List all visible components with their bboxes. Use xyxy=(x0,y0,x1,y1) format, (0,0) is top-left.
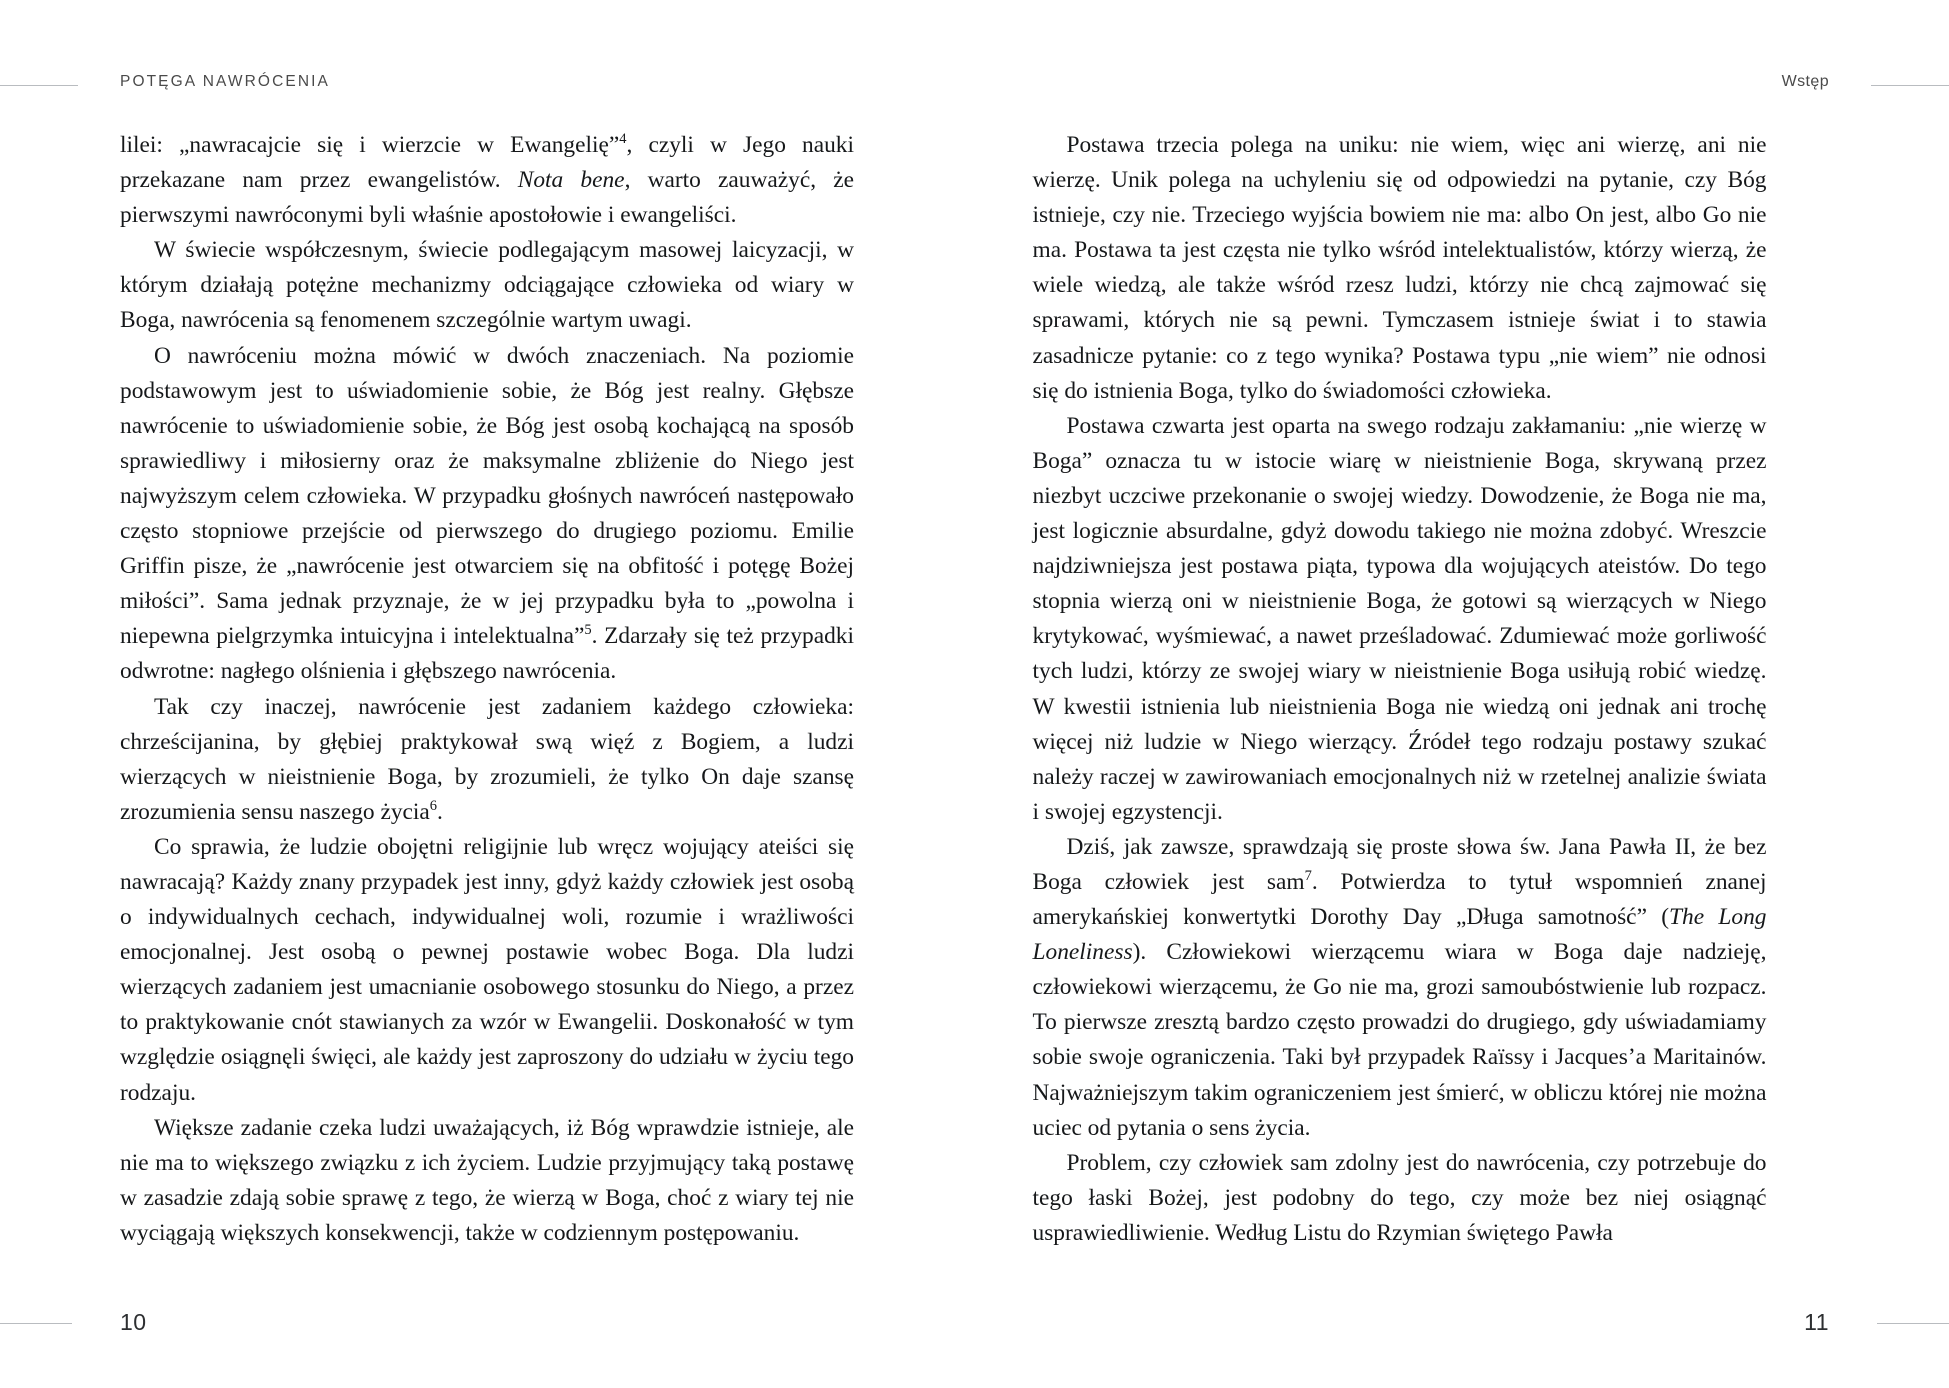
folio-rule-left xyxy=(0,1323,72,1324)
running-head-rule-left xyxy=(0,85,78,86)
page-number-right: 11 xyxy=(1804,1309,1829,1335)
body-text-left xyxy=(120,128,854,1251)
footnote-marker-5: 5 xyxy=(584,622,592,639)
running-head-rule-right xyxy=(1871,85,1949,86)
running-head-right: Wstęp xyxy=(1781,73,1829,90)
latin-phrase: Nota bene xyxy=(517,167,625,194)
paragraph: Tak czy inaczej, nawrócenie jest zadaniem każdego człowieka: chrześcijanina, by głębiej praktykował swą więź z Bogiem, a ludzi wierzących w nieistnienie Boga, by zrozumieli, że tylko On daje szansę zrozumienia sensu naszego życia$^6$. xyxy=(120,693,854,825)
paragraph: Problem, czy człowiek sam zdolny jest do nawrócenia, czy potrzebuje do tego łaski Bożej, jest podobny do tego, czy może bez niej osiągnąć usprawiedliwienie. Według Listu do Rzymian świętego Pawła xyxy=(1032,1149,1767,1246)
folio-rule-right xyxy=(1877,1323,1949,1324)
paragraph: Postawa trzecia polega na uniku: nie wiem, więc ani wierzę, ani nie wierzę. Unik polega na uchyleniu się od odpowiedzi na pytanie, czy Bóg istnieje, czy nie. Trzeciego wyjścia bowiem nie ma: albo On jest, albo Go nie ma. Postawa ta jest częsta nie tylko wśród intelektualistów, którzy wierzą, że wiele wiedzą, ale także wśród rzesz ludzi, którzy nie chcą zajmować się sprawami, których nie są pewni. Tymczasem istnieje świat i to stawia zasadnicze pytanie: co z tego wynika? Postawa typu „nie wiem” nie odnosi się do istnienia Boga, tylko do świadomości człowieka. xyxy=(1032,132,1767,404)
paragraph: Dziś, jak zawsze, sprawdzają się proste słowa św. Jana Pawła II, że bez Boga człowiek jest sam$^7$. Potwierdza to tytuł wspomnień znanej amerykańskiej konwertytki Dorothy Day „Długa samotność” (The Long Loneliness). Człowiekowi wierzącemu wiara w Boga daje nadzieję, człowiekowi wierzącemu, że Go nie ma, grozi samoubóstwienie lub rozpacz. To pierwsze zresztą bardzo często prowadzi do drugiego, gdy uświadamiamy sobie swoje ograniczenia. Taki był przypadek Raïssy i Jacques’a Maritainów. Najważniejszym takim ograniczeniem jest śmierć, w obliczu której nie można uciec od pytania o sens życia. xyxy=(1032,833,1767,1141)
paragraph: W świecie współczesnym, świecie podlegającym masowej laicyzacji, w którym działają potężne mechanizmy odciągające człowieka od wiary w Boga, nawrócenia są fenomenem szczególnie wartym uwagi. xyxy=(120,237,854,334)
paragraph: Większe zadanie czeka ludzi uważających, iż Bóg wprawdzie istnieje, ale nie ma to większego związku z ich życiem. Ludzie przyjmujący taką postawę w zasadzie zdają sobie sprawę z tego, że wierzą w Boga, choć z wiary tej nie wyciągają większych konsekwencji, także w codziennym postępowaniu. xyxy=(120,1114,854,1246)
paragraph: Postawa czwarta jest oparta na swego rodzaju zakłamaniu: „nie wierzę w Boga” oznacza tu w istocie wiarę w nieistnienie Boga, skrywaną przez niezbyt uczciwe przekonanie o swojej wiedzy. Dowodzenie, że Boga nie ma, jest logicznie absurdalne, gdyż dowodu takiego nie można zdobyć. Wreszcie najdziwniejsza jest postawa piąta, typowa dla wojujących ateistów. Do tego stopnia wierzą oni w nieistnienie Boga, że gotowi są wierzących w Niego krytykować, wyśmiewać, a nawet prześladować. Zdumiewać może gorliwość tych ludzi, którzy ze swojej wiary w nieistnienie Boga usiłują robić wiedzę. W kwestii istnienia lub nieistnienia Boga nie wiedzą oni jednak ani trochę więcej niż ludzie w Niego wierzący. Źródeł tego rodzaju postawy szukać należy raczej w zawirowaniach emocjonalnych niż w rzetelnej analizie świata i swojej egzystencji. xyxy=(1032,412,1767,825)
running-head-left: POTĘGA NAWRÓCENIA xyxy=(120,73,330,90)
paragraph: lilei: „nawracajcie się i wierzcie w Ewangelię”$^4$, czyli w Jego nauki przekazane nam przez ewangelistów. Nota bene, warto zauważyć, że pierwszymi nawróconymi byli właśnie apostołowie i ewangeliści. xyxy=(120,131,855,229)
page-right xyxy=(975,0,1949,1388)
paragraph: O nawróceniu można mówić w dwóch znaczeniach. Na poziomie podstawowym jest to uświadomienie sobie, że Bóg jest realny. Głębsze nawrócenie to uświadomienie sobie, że Bóg jest osobą kochającą na sposób sprawiedliwy i miłosierny oraz że maksymalne zbliżenie do Niego jest najwyższym celem człowieka. W przypadku głośnych nawróceń następowało często stopniowe przejście od pierwszego do drugiego poziomu. Emilie Griffin pisze, że „nawrócenie jest otwarciem się na obfitość i potęgę Bożej miłości”. Sama jednak przyznaje, że w jej przypadku była to „powolna i niepewna pielgrzymka intuicyjna i intelektualna”$^5$. Zdarzały się też przypadki odwrotne: nagłego olśnienia i głębszego nawrócenia. xyxy=(120,342,854,685)
footnote-marker-6: 6 xyxy=(429,797,438,814)
page-number-left: 10 xyxy=(120,1309,147,1335)
paragraph: Co sprawia, że ludzie obojętni religijnie lub wręcz wojujący ateiści się nawracają? Każdy znany przypadek jest inny, gdyż każdy człowiek jest osobą o indywidualnych cechach, indywidualnej woli, rozumie i wrażliwości emocjonalnej. Jest osobą o pewnej postawie wobec Boga. Dla ludzi wierzących zadaniem jest umacnianie osobowego stosunku do Niego, a przez to praktykowanie cnót stawianych za wzór w Ewangelii. Doskonałość w tym względzie osiągnęli święci, ale każdy jest zaproszony do udziału w życiu tego rodzaju. xyxy=(120,833,854,1106)
footnote-marker-4: 4 xyxy=(619,131,627,148)
footnote-marker-7: 7 xyxy=(1304,868,1312,885)
body-text-right xyxy=(1033,128,1767,1251)
book-title-italic: The Long Loneliness xyxy=(1032,904,1767,966)
